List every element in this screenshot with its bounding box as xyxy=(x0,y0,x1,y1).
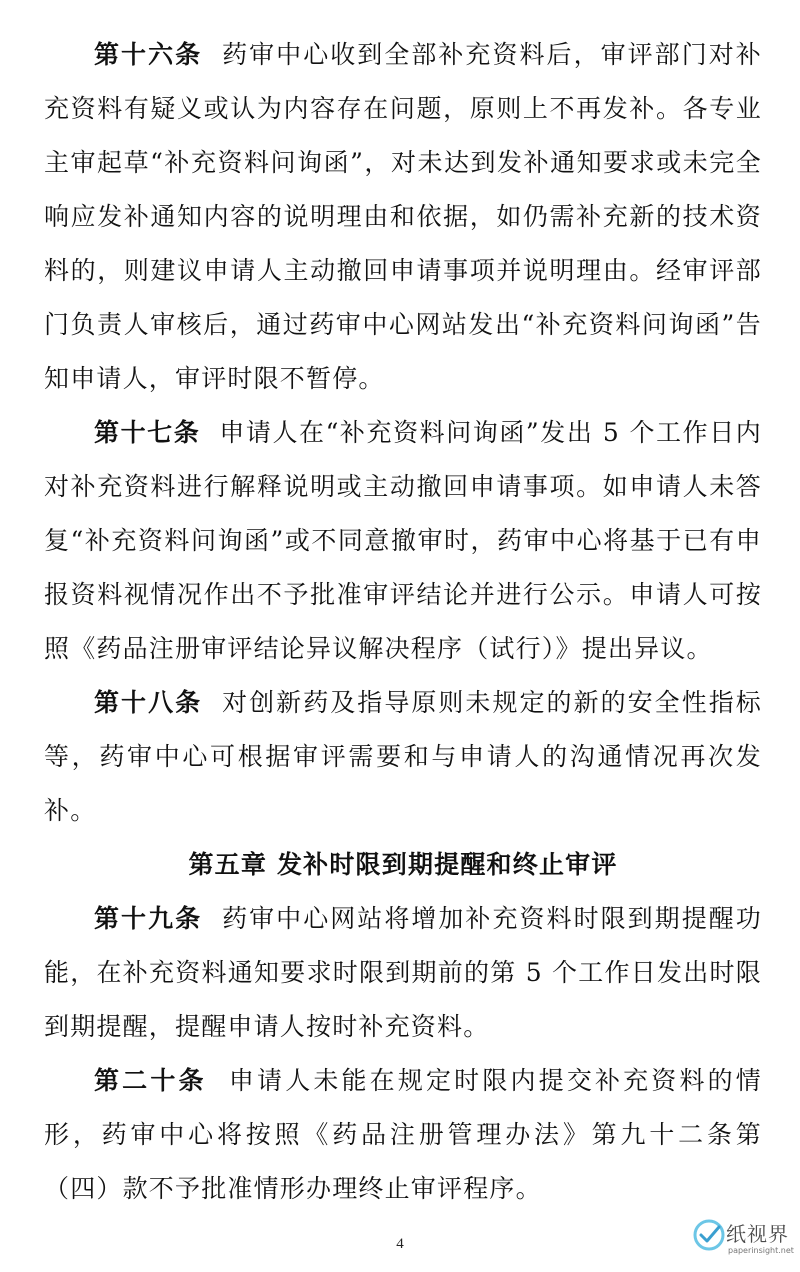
article-20-paragraph xyxy=(44,1054,762,1216)
article-16-paragraph xyxy=(44,28,762,406)
article-17-heading: 第十七条 xyxy=(94,418,201,447)
article-19-heading: 第十九条 xyxy=(94,904,203,933)
article-18-paragraph xyxy=(44,676,762,838)
page-number: 4 xyxy=(396,1236,404,1252)
article-19-paragraph xyxy=(44,892,762,1054)
article-17-text: 申请人在“补充资料问询函”发出 5 个工作日内对补充资料进行解释说明或主动撤回申请事项。如申请人未答复“补充资料问询函”或不同意撤审时，药审中心将基于已有申报资料视情况作出不予批准审评结论并进行公示。申请人可按照《药品注册审评结论异议解决程序（试行）》提出异议。 xyxy=(44,418,762,663)
article-19-text: 药审中心网站将增加补充资料时限到期提醒功能，在补充资料通知要求时限到期前的第 5 个工作日发出时限到期提醒，提醒申请人按时补充资料。 xyxy=(44,904,762,1041)
article-16-heading: 第十六条 xyxy=(94,40,203,69)
document-body xyxy=(44,28,762,1216)
article-18-heading: 第十八条 xyxy=(94,688,203,717)
watermark-title: 纸视界 xyxy=(726,1222,789,1246)
watermark-url: paperinsight.net xyxy=(728,1246,794,1255)
article-16-text: 药审中心收到全部补充资料后，审评部门对补充资料有疑义或认为内容存在问题，原则上不再发补。各专业主审起草“补充资料问询函”，对未达到发补通知要求或未完全响应发补通知内容的说明理由和依据，如仍需补充新的技术资料的，则建议申请人主动撤回申请事项并说明理由。经审评部门负责人审核后，通过药审中心网站发出“补充资料问询函”告知申请人，审评时限不暂停。 xyxy=(44,40,762,393)
watermark xyxy=(692,1212,792,1264)
article-20-text: 申请人未能在规定时限内提交补充资料的情形，药审中心将按照《药品注册管理办法》第九十二条第（四）款不予批准情形办理终止审评程序。 xyxy=(44,1066,762,1203)
article-20-heading: 第二十条 xyxy=(94,1066,207,1095)
watermark-logo-icon xyxy=(692,1218,726,1252)
article-17-paragraph xyxy=(44,406,762,676)
chapter-heading: 第五章 发补时限到期提醒和终止审评 xyxy=(188,850,618,879)
article-18-text: 对创新药及指导原则未规定的新的安全性指标等，药审中心可根据审评需要和与申请人的沟通情况再次发补。 xyxy=(44,688,762,825)
